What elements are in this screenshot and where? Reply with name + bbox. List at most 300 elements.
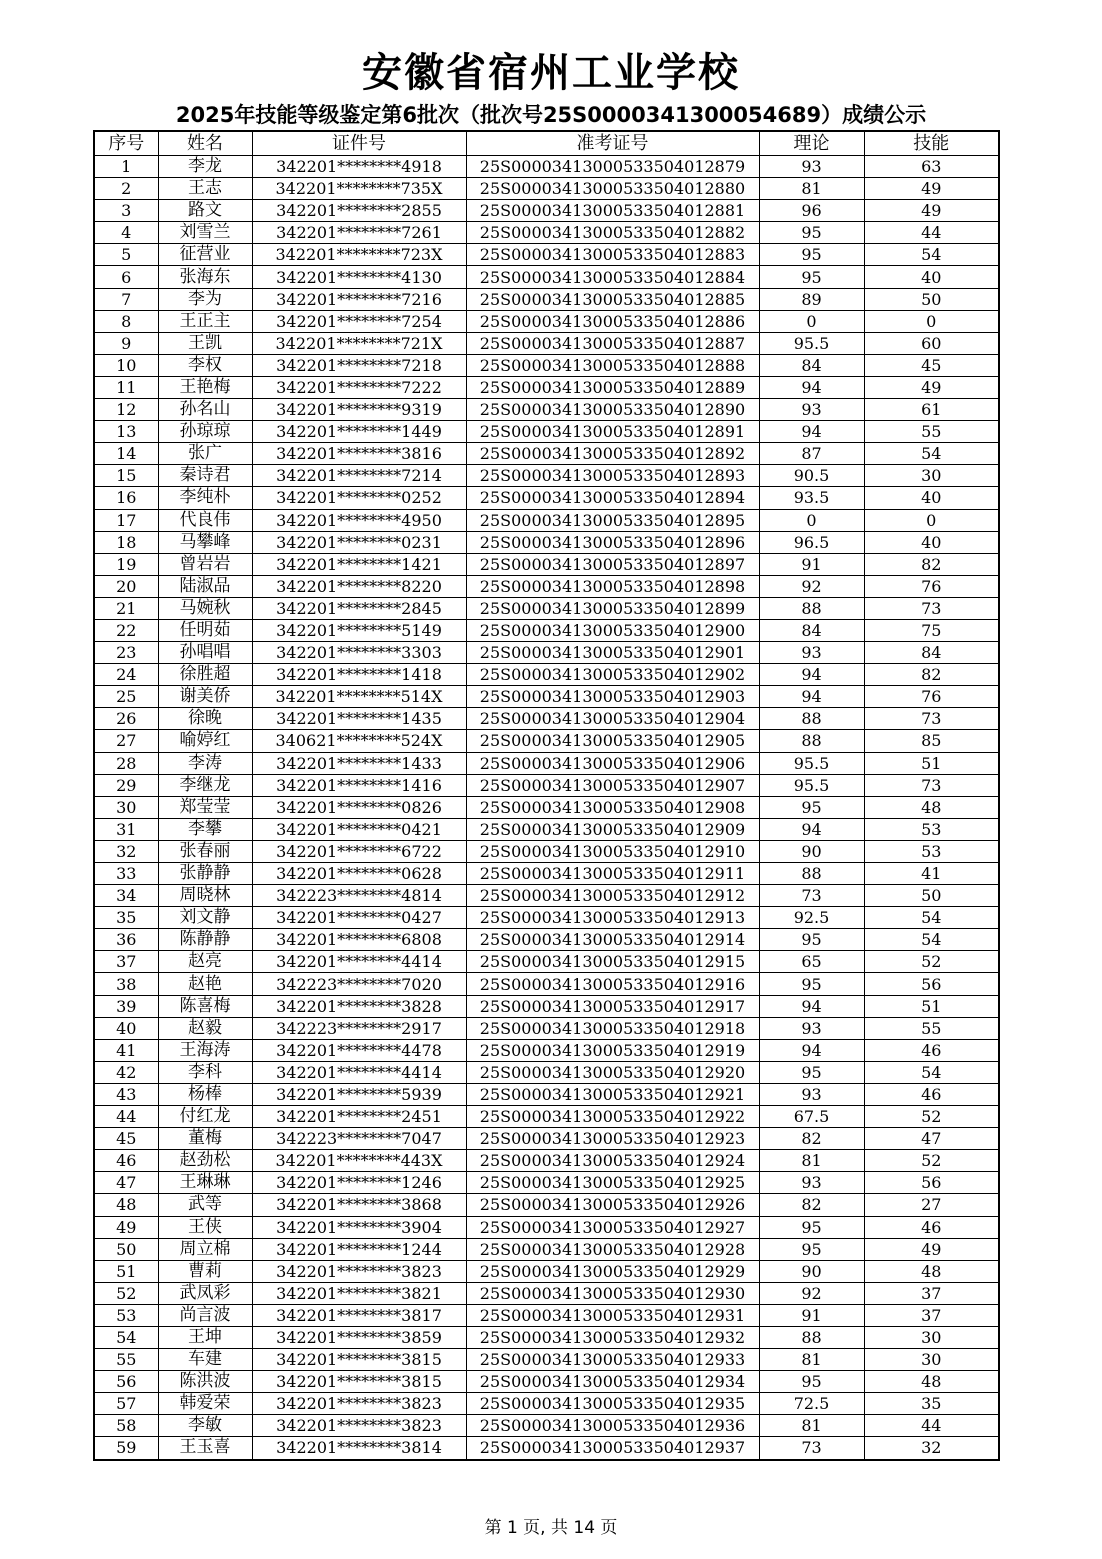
cell-id-number: 342201********2855 bbox=[252, 200, 466, 222]
cell-id-number: 342201********1416 bbox=[252, 774, 466, 796]
cell-name: 谢美侨 bbox=[158, 686, 252, 708]
cell-exam-number: 25S00003413000533504012907 bbox=[466, 774, 759, 796]
table-header-row bbox=[94, 131, 999, 156]
cell-index: 33 bbox=[94, 863, 158, 885]
cell-index: 25 bbox=[94, 686, 158, 708]
cell-theory-score: 95 bbox=[759, 222, 864, 244]
cell-exam-number: 25S00003413000533504012890 bbox=[466, 399, 759, 421]
cell-exam-number: 25S00003413000533504012879 bbox=[466, 156, 759, 178]
cell-skill-score: 51 bbox=[864, 752, 999, 774]
cell-exam-number: 25S00003413000533504012889 bbox=[466, 376, 759, 398]
cell-index: 44 bbox=[94, 1106, 158, 1128]
cell-name: 刘文静 bbox=[158, 907, 252, 929]
cell-index: 30 bbox=[94, 796, 158, 818]
table-row bbox=[94, 376, 999, 398]
cell-index: 23 bbox=[94, 642, 158, 664]
cell-id-number: 342201********0628 bbox=[252, 863, 466, 885]
table-row bbox=[94, 907, 999, 929]
cell-name: 王玉喜 bbox=[158, 1437, 252, 1460]
cell-index: 24 bbox=[94, 664, 158, 686]
cell-theory-score: 81 bbox=[759, 1150, 864, 1172]
cell-theory-score: 90 bbox=[759, 1260, 864, 1282]
cell-name: 张春丽 bbox=[158, 840, 252, 862]
cell-index: 42 bbox=[94, 1061, 158, 1083]
cell-theory-score: 88 bbox=[759, 1326, 864, 1348]
cell-skill-score: 76 bbox=[864, 686, 999, 708]
cell-theory-score: 95 bbox=[759, 244, 864, 266]
cell-exam-number: 25S00003413000533504012915 bbox=[466, 951, 759, 973]
cell-id-number: 342201********4414 bbox=[252, 951, 466, 973]
table-row bbox=[94, 840, 999, 862]
cell-name: 马婉秋 bbox=[158, 597, 252, 619]
cell-name: 赵毅 bbox=[158, 1017, 252, 1039]
cell-id-number: 342201********514X bbox=[252, 686, 466, 708]
cell-id-number: 342201********443X bbox=[252, 1150, 466, 1172]
cell-index: 37 bbox=[94, 951, 158, 973]
cell-theory-score: 81 bbox=[759, 1415, 864, 1437]
cell-skill-score: 46 bbox=[864, 1039, 999, 1061]
cell-skill-score: 56 bbox=[864, 1172, 999, 1194]
cell-index: 11 bbox=[94, 376, 158, 398]
cell-name: 孙唱唱 bbox=[158, 642, 252, 664]
table-row bbox=[94, 664, 999, 686]
cell-name: 李权 bbox=[158, 354, 252, 376]
cell-exam-number: 25S00003413000533504012934 bbox=[466, 1371, 759, 1393]
cell-theory-score: 88 bbox=[759, 863, 864, 885]
cell-name: 刘雪兰 bbox=[158, 222, 252, 244]
cell-index: 45 bbox=[94, 1128, 158, 1150]
cell-theory-score: 95 bbox=[759, 1216, 864, 1238]
cell-id-number: 342201********1246 bbox=[252, 1172, 466, 1194]
cell-theory-score: 91 bbox=[759, 553, 864, 575]
cell-id-number: 342201********1421 bbox=[252, 553, 466, 575]
table-row bbox=[94, 1349, 999, 1371]
cell-exam-number: 25S00003413000533504012913 bbox=[466, 907, 759, 929]
cell-skill-score: 85 bbox=[864, 730, 999, 752]
cell-id-number: 342201********5939 bbox=[252, 1083, 466, 1105]
cell-index: 49 bbox=[94, 1216, 158, 1238]
cell-index: 56 bbox=[94, 1371, 158, 1393]
cell-name: 周晓林 bbox=[158, 885, 252, 907]
cell-skill-score: 55 bbox=[864, 1017, 999, 1039]
cell-id-number: 342201********3828 bbox=[252, 995, 466, 1017]
cell-exam-number: 25S00003413000533504012916 bbox=[466, 973, 759, 995]
cell-skill-score: 44 bbox=[864, 1415, 999, 1437]
cell-name: 郑莹莹 bbox=[158, 796, 252, 818]
cell-id-number: 342201********1244 bbox=[252, 1238, 466, 1260]
cell-exam-number: 25S00003413000533504012888 bbox=[466, 354, 759, 376]
cell-name: 王凯 bbox=[158, 332, 252, 354]
table-row bbox=[94, 310, 999, 332]
cell-exam-number: 25S00003413000533504012900 bbox=[466, 619, 759, 641]
document-subtitle: 2025年技能等级鉴定第6批次（批次号25S0000341300054689）成绩公示 bbox=[175, 103, 927, 127]
cell-skill-score: 30 bbox=[864, 1349, 999, 1371]
cell-index: 53 bbox=[94, 1304, 158, 1326]
cell-theory-score: 0 bbox=[759, 509, 864, 531]
cell-skill-score: 49 bbox=[864, 200, 999, 222]
cell-skill-score: 49 bbox=[864, 1238, 999, 1260]
cell-index: 6 bbox=[94, 266, 158, 288]
table-row bbox=[94, 1238, 999, 1260]
table-row bbox=[94, 266, 999, 288]
cell-name: 王艳梅 bbox=[158, 376, 252, 398]
cell-name: 杨棒 bbox=[158, 1083, 252, 1105]
table-row bbox=[94, 818, 999, 840]
cell-name: 喻婷红 bbox=[158, 730, 252, 752]
cell-skill-score: 49 bbox=[864, 376, 999, 398]
cell-index: 22 bbox=[94, 619, 158, 641]
cell-name: 陆淑品 bbox=[158, 575, 252, 597]
cell-index: 28 bbox=[94, 752, 158, 774]
cell-index: 5 bbox=[94, 244, 158, 266]
cell-skill-score: 51 bbox=[864, 995, 999, 1017]
table-row bbox=[94, 1282, 999, 1304]
cell-theory-score: 95 bbox=[759, 796, 864, 818]
table-row bbox=[94, 487, 999, 509]
cell-name: 张广 bbox=[158, 443, 252, 465]
table-row bbox=[94, 575, 999, 597]
cell-name: 武凤彩 bbox=[158, 1282, 252, 1304]
cell-id-number: 342223********7047 bbox=[252, 1128, 466, 1150]
cell-index: 38 bbox=[94, 973, 158, 995]
cell-theory-score: 92.5 bbox=[759, 907, 864, 929]
cell-skill-score: 48 bbox=[864, 1260, 999, 1282]
cell-theory-score: 84 bbox=[759, 619, 864, 641]
cell-id-number: 342201********1435 bbox=[252, 708, 466, 730]
cell-exam-number: 25S00003413000533504012928 bbox=[466, 1238, 759, 1260]
cell-index: 7 bbox=[94, 288, 158, 310]
cell-exam-number: 25S00003413000533504012892 bbox=[466, 443, 759, 465]
cell-exam-number: 25S00003413000533504012935 bbox=[466, 1393, 759, 1415]
table-row bbox=[94, 443, 999, 465]
cell-skill-score: 50 bbox=[864, 885, 999, 907]
cell-index: 31 bbox=[94, 818, 158, 840]
cell-id-number: 342201********3815 bbox=[252, 1371, 466, 1393]
table-row bbox=[94, 509, 999, 531]
cell-index: 18 bbox=[94, 531, 158, 553]
table-row bbox=[94, 1128, 999, 1150]
cell-name: 赵艳 bbox=[158, 973, 252, 995]
table-row bbox=[94, 178, 999, 200]
cell-name: 王志 bbox=[158, 178, 252, 200]
cell-theory-score: 95.5 bbox=[759, 752, 864, 774]
cell-index: 20 bbox=[94, 575, 158, 597]
cell-theory-score: 93 bbox=[759, 156, 864, 178]
cell-name: 路文 bbox=[158, 200, 252, 222]
cell-index: 41 bbox=[94, 1039, 158, 1061]
cell-id-number: 342201********723X bbox=[252, 244, 466, 266]
table-row bbox=[94, 995, 999, 1017]
cell-name: 张静静 bbox=[158, 863, 252, 885]
cell-id-number: 342201********5149 bbox=[252, 619, 466, 641]
cell-theory-score: 88 bbox=[759, 730, 864, 752]
cell-exam-number: 25S00003413000533504012887 bbox=[466, 332, 759, 354]
cell-exam-number: 25S00003413000533504012921 bbox=[466, 1083, 759, 1105]
cell-id-number: 342201********4950 bbox=[252, 509, 466, 531]
cell-id-number: 342201********3816 bbox=[252, 443, 466, 465]
cell-id-number: 342201********3303 bbox=[252, 642, 466, 664]
cell-id-number: 342201********7261 bbox=[252, 222, 466, 244]
cell-name: 曹莉 bbox=[158, 1260, 252, 1282]
cell-index: 15 bbox=[94, 465, 158, 487]
cell-id-number: 342201********6808 bbox=[252, 929, 466, 951]
cell-id-number: 342201********4130 bbox=[252, 266, 466, 288]
table-row bbox=[94, 200, 999, 222]
cell-id-number: 340621********524X bbox=[252, 730, 466, 752]
cell-skill-score: 53 bbox=[864, 840, 999, 862]
cell-skill-score: 84 bbox=[864, 642, 999, 664]
cell-skill-score: 50 bbox=[864, 288, 999, 310]
cell-skill-score: 48 bbox=[864, 796, 999, 818]
cell-id-number: 342201********7254 bbox=[252, 310, 466, 332]
cell-id-number: 342201********7218 bbox=[252, 354, 466, 376]
cell-theory-score: 94 bbox=[759, 664, 864, 686]
cell-id-number: 342201********7214 bbox=[252, 465, 466, 487]
cell-theory-score: 90 bbox=[759, 840, 864, 862]
table-row bbox=[94, 708, 999, 730]
cell-id-number: 342201********3859 bbox=[252, 1326, 466, 1348]
cell-exam-number: 25S00003413000533504012881 bbox=[466, 200, 759, 222]
cell-index: 10 bbox=[94, 354, 158, 376]
cell-index: 19 bbox=[94, 553, 158, 575]
cell-exam-number: 25S00003413000533504012922 bbox=[466, 1106, 759, 1128]
cell-skill-score: 54 bbox=[864, 244, 999, 266]
cell-name: 车建 bbox=[158, 1349, 252, 1371]
cell-name: 李涛 bbox=[158, 752, 252, 774]
cell-name: 王侠 bbox=[158, 1216, 252, 1238]
cell-skill-score: 63 bbox=[864, 156, 999, 178]
table-row bbox=[94, 156, 999, 178]
cell-theory-score: 88 bbox=[759, 597, 864, 619]
cell-id-number: 342201********2451 bbox=[252, 1106, 466, 1128]
cell-skill-score: 54 bbox=[864, 929, 999, 951]
cell-skill-score: 76 bbox=[864, 575, 999, 597]
cell-exam-number: 25S00003413000533504012883 bbox=[466, 244, 759, 266]
cell-name: 李攀 bbox=[158, 818, 252, 840]
cell-name: 征营业 bbox=[158, 244, 252, 266]
cell-theory-score: 95 bbox=[759, 973, 864, 995]
cell-name: 王海涛 bbox=[158, 1039, 252, 1061]
table-row bbox=[94, 597, 999, 619]
cell-id-number: 342201********0826 bbox=[252, 796, 466, 818]
cell-skill-score: 73 bbox=[864, 597, 999, 619]
table-row bbox=[94, 421, 999, 443]
cell-name: 任明茹 bbox=[158, 619, 252, 641]
cell-name: 王琳琳 bbox=[158, 1172, 252, 1194]
table-row bbox=[94, 288, 999, 310]
cell-index: 17 bbox=[94, 509, 158, 531]
cell-theory-score: 95 bbox=[759, 266, 864, 288]
table-row bbox=[94, 1194, 999, 1216]
cell-exam-number: 25S00003413000533504012895 bbox=[466, 509, 759, 531]
cell-theory-score: 81 bbox=[759, 1349, 864, 1371]
cell-exam-number: 25S00003413000533504012885 bbox=[466, 288, 759, 310]
cell-skill-score: 44 bbox=[864, 222, 999, 244]
cell-theory-score: 84 bbox=[759, 354, 864, 376]
header-id-number: 证件号 bbox=[252, 131, 466, 156]
cell-name: 李龙 bbox=[158, 156, 252, 178]
table-row bbox=[94, 244, 999, 266]
cell-name: 陈静静 bbox=[158, 929, 252, 951]
cell-index: 29 bbox=[94, 774, 158, 796]
cell-exam-number: 25S00003413000533504012894 bbox=[466, 487, 759, 509]
table-row bbox=[94, 1106, 999, 1128]
cell-index: 26 bbox=[94, 708, 158, 730]
cell-id-number: 342201********1418 bbox=[252, 664, 466, 686]
cell-id-number: 342201********0427 bbox=[252, 907, 466, 929]
cell-theory-score: 92 bbox=[759, 575, 864, 597]
table-row bbox=[94, 951, 999, 973]
cell-theory-score: 95 bbox=[759, 1061, 864, 1083]
cell-theory-score: 95 bbox=[759, 929, 864, 951]
cell-name: 孙琼琼 bbox=[158, 421, 252, 443]
cell-index: 51 bbox=[94, 1260, 158, 1282]
cell-name: 陈喜梅 bbox=[158, 995, 252, 1017]
cell-name: 孙名山 bbox=[158, 399, 252, 421]
cell-exam-number: 25S00003413000533504012909 bbox=[466, 818, 759, 840]
cell-name: 李继龙 bbox=[158, 774, 252, 796]
cell-id-number: 342201********7222 bbox=[252, 376, 466, 398]
cell-exam-number: 25S00003413000533504012903 bbox=[466, 686, 759, 708]
cell-index: 58 bbox=[94, 1415, 158, 1437]
cell-exam-number: 25S00003413000533504012937 bbox=[466, 1437, 759, 1460]
cell-id-number: 342201********735X bbox=[252, 178, 466, 200]
cell-skill-score: 73 bbox=[864, 774, 999, 796]
table-row bbox=[94, 774, 999, 796]
cell-theory-score: 95.5 bbox=[759, 774, 864, 796]
table-row bbox=[94, 686, 999, 708]
table-row bbox=[94, 1017, 999, 1039]
table-row bbox=[94, 929, 999, 951]
cell-id-number: 342201********0231 bbox=[252, 531, 466, 553]
cell-skill-score: 47 bbox=[864, 1128, 999, 1150]
cell-theory-score: 92 bbox=[759, 1282, 864, 1304]
table-row bbox=[94, 1393, 999, 1415]
cell-theory-score: 94 bbox=[759, 818, 864, 840]
cell-index: 8 bbox=[94, 310, 158, 332]
table-row bbox=[94, 885, 999, 907]
cell-skill-score: 54 bbox=[864, 907, 999, 929]
cell-index: 9 bbox=[94, 332, 158, 354]
cell-id-number: 342201********4918 bbox=[252, 156, 466, 178]
cell-exam-number: 25S00003413000533504012893 bbox=[466, 465, 759, 487]
cell-id-number: 342223********7020 bbox=[252, 973, 466, 995]
cell-skill-score: 35 bbox=[864, 1393, 999, 1415]
cell-skill-score: 60 bbox=[864, 332, 999, 354]
cell-skill-score: 54 bbox=[864, 443, 999, 465]
cell-id-number: 342201********3823 bbox=[252, 1260, 466, 1282]
cell-skill-score: 75 bbox=[864, 619, 999, 641]
cell-skill-score: 27 bbox=[864, 1194, 999, 1216]
cell-index: 16 bbox=[94, 487, 158, 509]
cell-id-number: 342201********0252 bbox=[252, 487, 466, 509]
cell-id-number: 342201********721X bbox=[252, 332, 466, 354]
cell-index: 3 bbox=[94, 200, 158, 222]
table-row bbox=[94, 531, 999, 553]
cell-skill-score: 30 bbox=[864, 1326, 999, 1348]
cell-exam-number: 25S00003413000533504012936 bbox=[466, 1415, 759, 1437]
cell-theory-score: 93.5 bbox=[759, 487, 864, 509]
cell-theory-score: 94 bbox=[759, 1039, 864, 1061]
cell-id-number: 342201********7216 bbox=[252, 288, 466, 310]
cell-theory-score: 90.5 bbox=[759, 465, 864, 487]
cell-index: 48 bbox=[94, 1194, 158, 1216]
table-row bbox=[94, 1437, 999, 1460]
cell-skill-score: 45 bbox=[864, 354, 999, 376]
cell-name: 李科 bbox=[158, 1061, 252, 1083]
cell-theory-score: 72.5 bbox=[759, 1393, 864, 1415]
cell-name: 张海东 bbox=[158, 266, 252, 288]
table-row bbox=[94, 752, 999, 774]
cell-exam-number: 25S00003413000533504012886 bbox=[466, 310, 759, 332]
cell-skill-score: 82 bbox=[864, 664, 999, 686]
cell-index: 47 bbox=[94, 1172, 158, 1194]
cell-id-number: 342201********1449 bbox=[252, 421, 466, 443]
cell-index: 54 bbox=[94, 1326, 158, 1348]
cell-name: 徐晚 bbox=[158, 708, 252, 730]
page-indicator: 第 1 页, 共 14 页 bbox=[484, 1518, 618, 1538]
cell-exam-number: 25S00003413000533504012905 bbox=[466, 730, 759, 752]
cell-theory-score: 87 bbox=[759, 443, 864, 465]
cell-index: 40 bbox=[94, 1017, 158, 1039]
cell-theory-score: 93 bbox=[759, 399, 864, 421]
cell-id-number: 342201********3814 bbox=[252, 1437, 466, 1460]
cell-index: 13 bbox=[94, 421, 158, 443]
cell-index: 59 bbox=[94, 1437, 158, 1460]
cell-skill-score: 0 bbox=[864, 310, 999, 332]
cell-exam-number: 25S00003413000533504012902 bbox=[466, 664, 759, 686]
cell-exam-number: 25S00003413000533504012929 bbox=[466, 1260, 759, 1282]
table-row bbox=[94, 354, 999, 376]
cell-id-number: 342201********6722 bbox=[252, 840, 466, 862]
cell-theory-score: 94 bbox=[759, 376, 864, 398]
table-row bbox=[94, 553, 999, 575]
cell-name: 韩爱荣 bbox=[158, 1393, 252, 1415]
table-row bbox=[94, 1415, 999, 1437]
cell-theory-score: 81 bbox=[759, 178, 864, 200]
table-row bbox=[94, 222, 999, 244]
cell-name: 尚言波 bbox=[158, 1304, 252, 1326]
cell-index: 57 bbox=[94, 1393, 158, 1415]
cell-id-number: 342201********3815 bbox=[252, 1349, 466, 1371]
cell-id-number: 342201********0421 bbox=[252, 818, 466, 840]
cell-name: 王正主 bbox=[158, 310, 252, 332]
table-row bbox=[94, 1039, 999, 1061]
cell-id-number: 342201********8220 bbox=[252, 575, 466, 597]
cell-index: 2 bbox=[94, 178, 158, 200]
cell-name: 武等 bbox=[158, 1194, 252, 1216]
cell-theory-score: 73 bbox=[759, 1437, 864, 1460]
table-row bbox=[94, 1150, 999, 1172]
cell-theory-score: 93 bbox=[759, 642, 864, 664]
table-row bbox=[94, 1216, 999, 1238]
table-row bbox=[94, 1260, 999, 1282]
cell-exam-number: 25S00003413000533504012933 bbox=[466, 1349, 759, 1371]
cell-exam-number: 25S00003413000533504012927 bbox=[466, 1216, 759, 1238]
cell-index: 27 bbox=[94, 730, 158, 752]
cell-theory-score: 82 bbox=[759, 1194, 864, 1216]
cell-name: 马攀峰 bbox=[158, 531, 252, 553]
table-row bbox=[94, 1083, 999, 1105]
table-row bbox=[94, 1172, 999, 1194]
cell-skill-score: 40 bbox=[864, 266, 999, 288]
cell-skill-score: 30 bbox=[864, 465, 999, 487]
cell-id-number: 342201********3823 bbox=[252, 1415, 466, 1437]
cell-index: 52 bbox=[94, 1282, 158, 1304]
cell-index: 35 bbox=[94, 907, 158, 929]
table-row bbox=[94, 1304, 999, 1326]
cell-skill-score: 73 bbox=[864, 708, 999, 730]
